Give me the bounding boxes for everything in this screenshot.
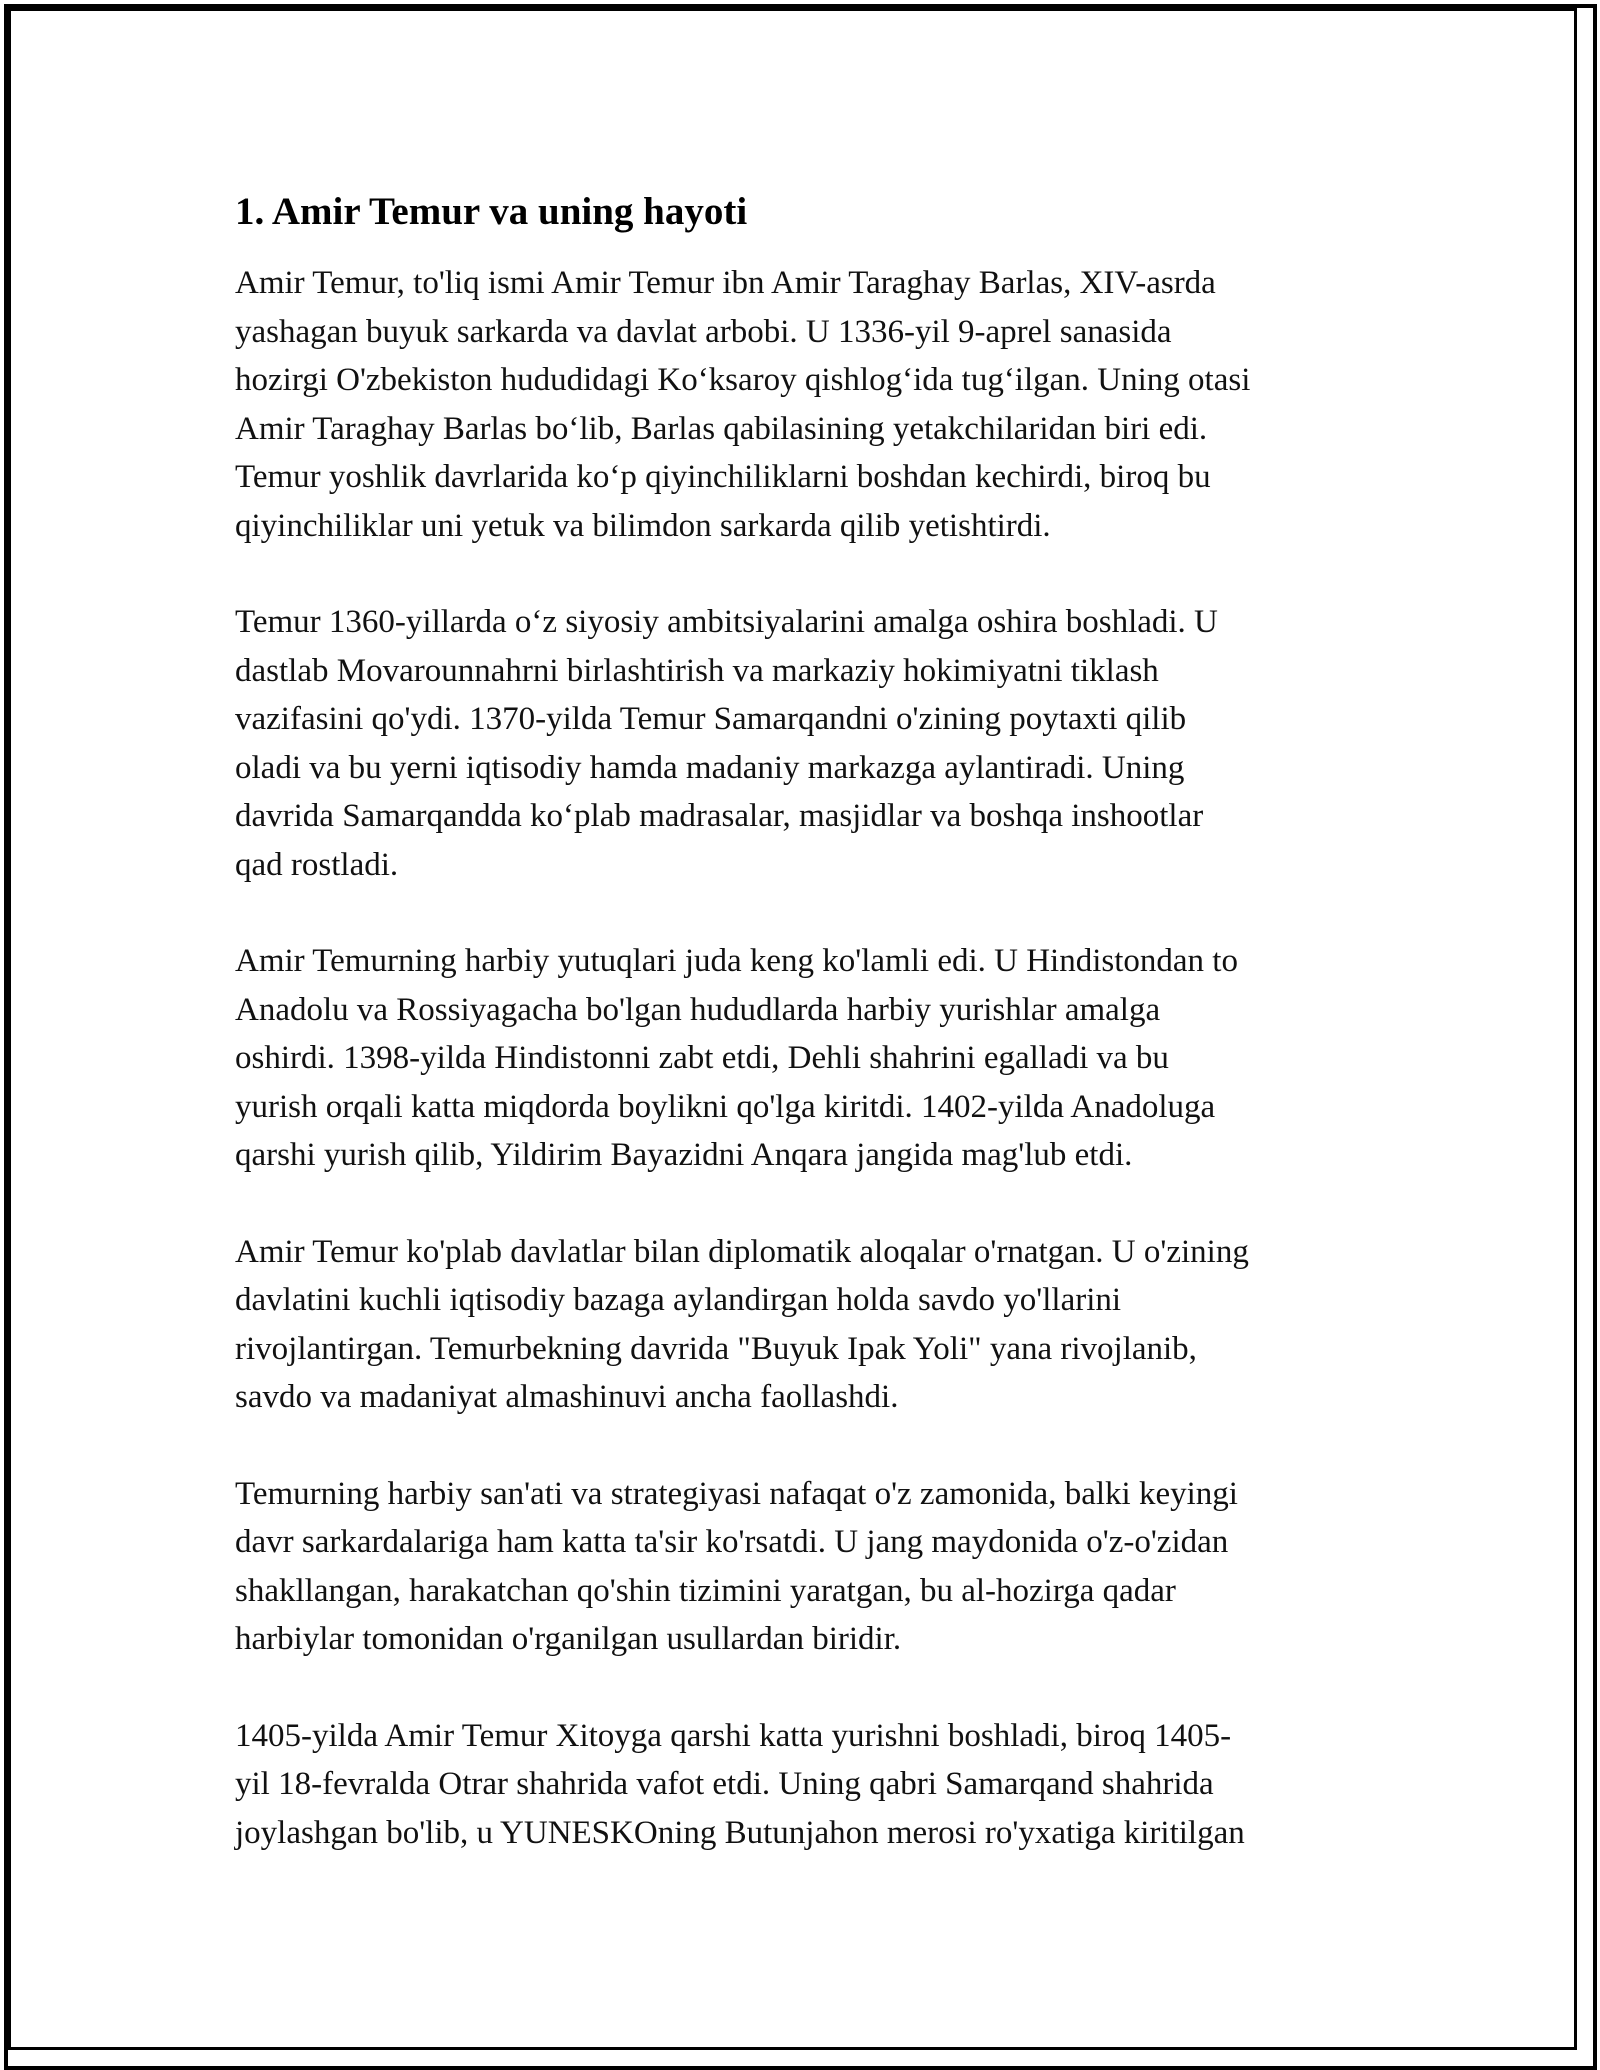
text-line: davr sarkardalariga ham katta ta'sir ko'rsatdi. U jang maydonida o'z-o'zidan [235,1524,1229,1560]
text-line: Temur 1360-yillarda oʻz siyosiy ambitsiyalarini amalga oshira boshladi. U [235,604,1218,640]
document-title: 1. Amir Temur va uning hayoti [235,190,748,233]
text-line: harbiylar tomonidan o'rganilgan usullardan biridir. [235,1621,902,1657]
document-body [235,188,1385,1905]
text-line: Amir Taraghay Barlas boʻlib, Barlas qabilasining yetakchilaridan biri edi. [235,410,1208,447]
text-line: vazifasini qo'ydi. 1370-yilda Temur Samarqandni o'zining poytaxti qilib [235,701,1187,737]
paragraph-6 [235,1712,1385,1858]
text-line: Temur yoshlik davrlarida koʻp qiyinchiliklarni boshdan kechirdi, biroq bu [235,459,1211,495]
text-line: davlatini kuchli iqtisodiy bazaga aylandirgan holda savdo yo'llarini [235,1282,1122,1318]
text-line: oshirdi. 1398-yilda Hindistonni zabt etdi, Dehli shahrini egalladi va bu [235,1040,1169,1076]
text-line: davrida Samarqandda koʻplab madrasalar, masjidlar va boshqa inshootlar [235,798,1204,834]
text-line: qarshi yurish qilib, Yildirim Bayazidni Anqara jangida mag'lub etdi. [235,1137,1133,1173]
text-line: 1405-yilda Amir Temur Xitoyga qarshi katta yurishni boshladi, biroq 1405- [235,1717,1232,1754]
text-line: Amir Temur, to'liq ismi Amir Temur ibn Amir Taraghay Barlas, XIV-asrda [235,265,1216,301]
text-line: Amir Temurning harbiy yutuqlari juda keng ko'lamli edi. U Hindistondan to [235,943,1238,979]
text-line: qad rostladi. [235,846,399,883]
paragraph-5 [235,1470,1385,1664]
text-line: yil 18-fevralda Otrar shahrida vafot etdi. Uning qabri Samarqand shahrida [235,1766,1214,1802]
text-line: shakllangan, harakatchan qo'shin tizimini yaratgan, bu al-hozirga qadar [235,1572,1176,1609]
text-line: qiyinchiliklar uni yetuk va bilimdon sarkarda qilib yetishtirdi. [235,507,1051,544]
text-line: Amir Temur ko'plab davlatlar bilan diplomatik aloqalar o'rnatgan. U o'zining [235,1233,1249,1270]
paragraph-1 [235,259,1385,550]
text-line: yashagan buyuk sarkarda va davlat arbobi. U 1336-yil 9-aprel sanasida [235,313,1172,350]
text-line: oladi va bu yerni iqtisodiy hamda madaniy markazga aylantiradi. Uning [235,749,1185,786]
paragraph-4 [235,1228,1385,1422]
text-line: rivojlantirgan. Temurbekning davrida "Buyuk Ipak Yoli" yana rivojlanib, [235,1330,1197,1367]
text-line: dastlab Movarounnahrni birlashtirish va markaziy hokimiyatni tiklash [235,652,1159,689]
text-line: hozirgi O'zbekiston hududidagi Koʻksaroy qishlogʻida tugʻilgan. Uning otasi [235,362,1251,398]
paragraph-3 [235,937,1385,1180]
text-line: joylashgan bo'lib, u YUNESKOning Butunjahon merosi ro'yxatiga kiritilgan [235,1814,1245,1851]
text-line: yurish orqali katta miqdorda boylikni qo'lga kiritdi. 1402-yilda Anadoluga [235,1088,1216,1125]
text-line: Anadolu va Rossiyagacha bo'lgan hududlarda harbiy yurishlar amalga [235,991,1161,1028]
text-line: Temurning harbiy san'ati va strategiyasi nafaqat o'z zamonida, balki keyingi [235,1475,1238,1512]
paragraph-2 [235,598,1385,889]
text-line: savdo va madaniyat almashinuvi ancha faollashdi. [235,1379,899,1415]
